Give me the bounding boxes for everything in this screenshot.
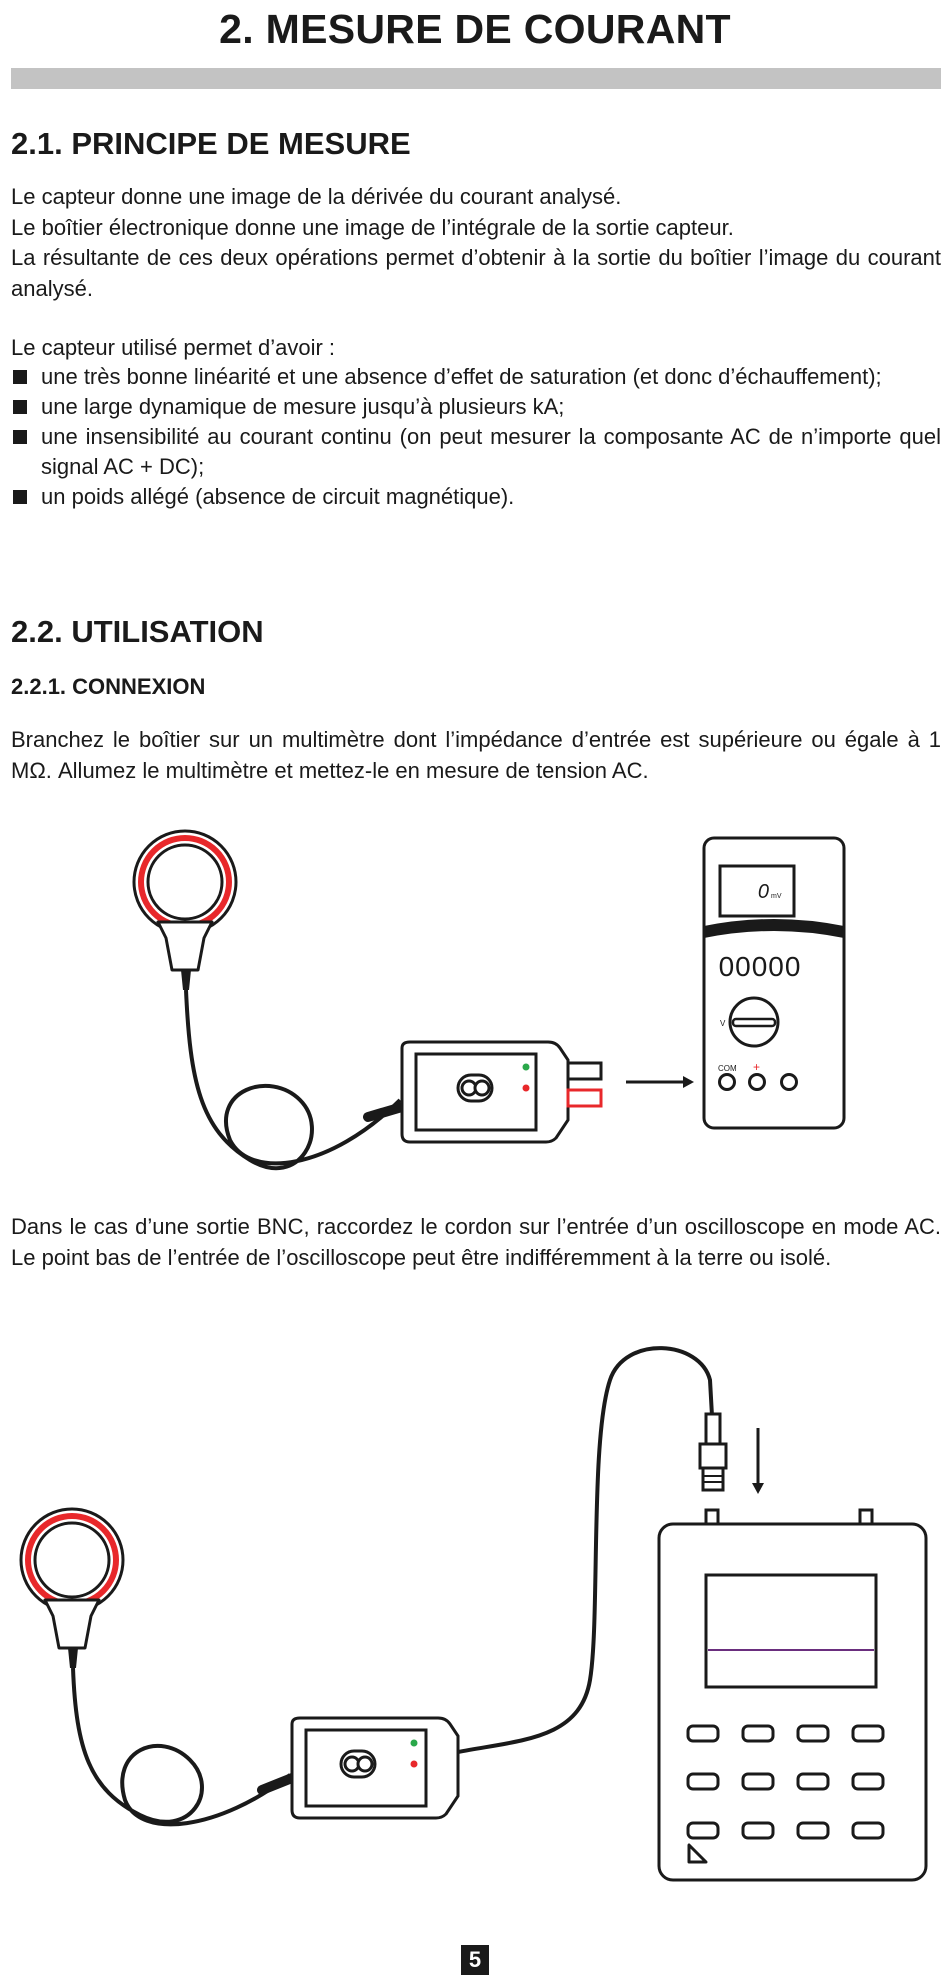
bnc-paragraph: Dans le cas d’une sortie BNC, raccordez le cordon sur l’entrée d’un oscilloscope en mode AC. Le point bas de l’entrée de l’oscilloscope peut être indifféremment à la terre ou isolé. bbox=[11, 1214, 941, 1270]
oscilloscope-icon bbox=[659, 1510, 926, 1880]
green-led-icon bbox=[523, 1064, 530, 1071]
list-item: une large dynamique de mesure jusqu’à plusieurs kA; bbox=[11, 392, 941, 422]
electronic-box-icon bbox=[292, 1718, 458, 1818]
multimeter-digits: 00000 bbox=[718, 951, 802, 982]
plus-label: + bbox=[753, 1060, 761, 1074]
principle-paragraph bbox=[11, 182, 941, 304]
list-item: une très bonne linéarité et une absence d’effet de saturation (et donc d’échauffement); bbox=[11, 362, 941, 392]
com-jack-icon bbox=[720, 1075, 735, 1090]
section-heading-principe: 2.1. PRINCIPE DE MESURE bbox=[11, 126, 411, 161]
sensor-ring bbox=[141, 838, 229, 926]
flexible-sensor-icon bbox=[134, 831, 236, 990]
green-led-icon bbox=[411, 1740, 418, 1747]
principle-line-1: Le capteur donne une image de la dérivée du courant analysé. bbox=[11, 184, 622, 209]
switch-label: V bbox=[720, 1019, 726, 1028]
sensor-features-list bbox=[11, 362, 941, 512]
title-divider-bar bbox=[11, 68, 941, 89]
multimeter-connection-diagram bbox=[0, 820, 950, 1200]
electronic-box-icon bbox=[402, 1042, 601, 1142]
arrow-down-icon bbox=[752, 1428, 764, 1494]
oscilloscope-connection-diagram bbox=[0, 1320, 950, 1920]
display-value: 0 bbox=[757, 881, 769, 903]
v-jack-icon bbox=[750, 1075, 765, 1090]
display-unit: mV bbox=[771, 893, 782, 900]
sensor-cable bbox=[73, 1668, 290, 1824]
com-label: COM bbox=[718, 1064, 737, 1073]
flexible-sensor-icon bbox=[21, 1509, 123, 1668]
sensor-cable bbox=[186, 990, 400, 1168]
a-jack-icon bbox=[782, 1075, 797, 1090]
red-plug-icon bbox=[568, 1090, 601, 1106]
page-number: 5 bbox=[461, 1945, 489, 1975]
section-heading-utilisation: 2.2. UTILISATION bbox=[11, 614, 264, 649]
oscilloscope-screen bbox=[706, 1575, 876, 1687]
multimeter-icon bbox=[704, 838, 844, 1128]
subsection-heading-connexion: 2.2.1. CONNEXION bbox=[11, 674, 206, 699]
red-led-icon bbox=[411, 1761, 418, 1768]
black-plug-icon bbox=[568, 1063, 601, 1079]
red-led-icon bbox=[523, 1085, 530, 1092]
list-item: une insensibilité au courant continu (on peut mesurer la composante AC de n’importe quel signal AC + DC); bbox=[11, 422, 941, 482]
principle-line-2: Le boîtier électronique donne une image de l’intégrale de la sortie capteur. bbox=[11, 214, 734, 240]
connexion-paragraph: Branchez le boîtier sur un multimètre dont l’impédance d’entrée est supérieure ou égale à 1 MΩ. Allumez le multimètre et mettez-le en mesure de tension AC. bbox=[11, 727, 941, 783]
arrow-right-icon bbox=[626, 1076, 694, 1088]
page-title: 2. MESURE DE COURANT bbox=[219, 6, 731, 52]
principle-line-3: La résultante de ces deux opérations permet d’obtenir à la sortie du boîtier l’image du courant analysé. bbox=[11, 245, 941, 301]
list-item: un poids allégé (absence de circuit magnétique). bbox=[11, 482, 941, 512]
sensor-ring bbox=[28, 1516, 116, 1604]
sensor-intro: Le capteur utilisé permet d’avoir : bbox=[11, 335, 336, 360]
bnc-connector-icon bbox=[700, 1414, 726, 1490]
